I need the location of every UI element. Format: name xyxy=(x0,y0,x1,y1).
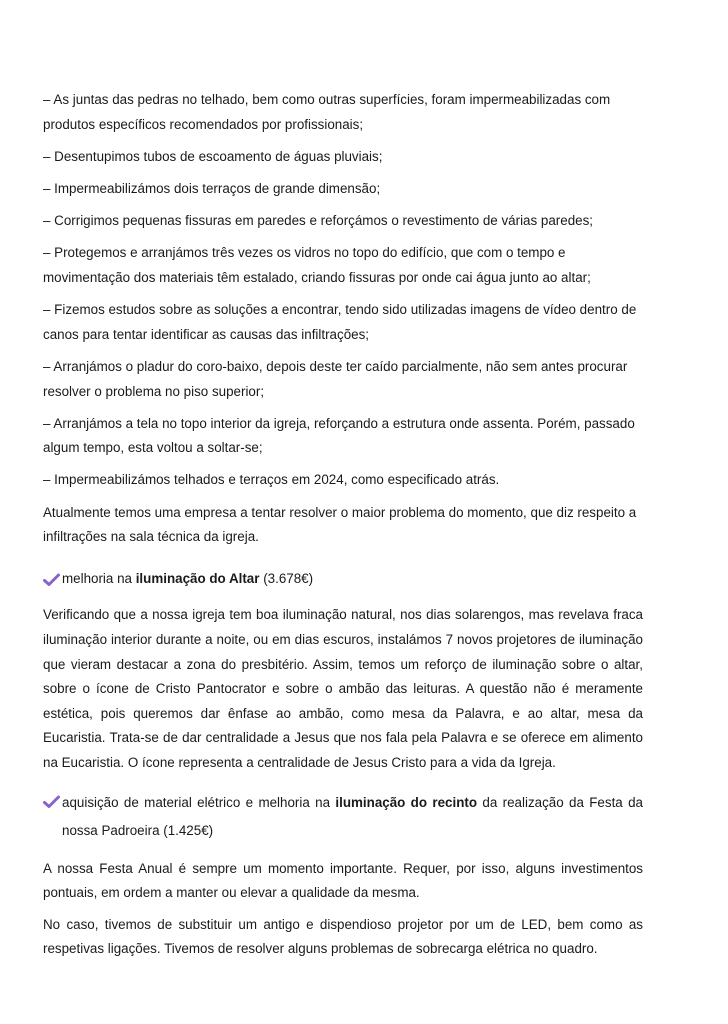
festival-paragraph-2: No caso, tivemos de substituir um antigo e dispendioso projetor por um de LED, bem como as respetivas ligações. Tivemos de resolver alguns problemas de sobrecarga elétrica no quadro. xyxy=(43,916,643,957)
list-item: – Impermeabilizámos dois terraços de grande dimensão; xyxy=(43,180,381,196)
heading-prefix: melhoria na xyxy=(62,570,136,586)
list-item: – As juntas das pedras no telhado, bem como outras superfícies, foram impermeabilizadas com produtos específicos recomendados por profissionais; xyxy=(43,92,611,132)
list-item: – Impermeabilizámos telhados e terraços em 2024, como especificado atrás. xyxy=(43,472,500,488)
list-item: – Corrigimos pequenas fissuras em paredes e reforçámos o revestimento de várias paredes; xyxy=(43,213,594,229)
list-item: – Fizemos estudos sobre as soluções a encontrar, tendo sido utilizadas imagens de vídeo dentro de canos para tentar identificar as causas das infiltrações; xyxy=(43,302,637,342)
festival-paragraph-1: A nossa Festa Anual é sempre um momento importante. Requer, por isso, alguns investimentos pontuais, em ordem a manter ou elevar a qualidade da mesma. xyxy=(43,860,643,901)
document-page xyxy=(43,88,643,969)
altar-lighting-paragraph: Verificando que a nossa igreja tem boa iluminação natural, nos dias solarengos, mas revelava fraca iluminação interior durante a noite, ou em dias escuros, instalámos 7 novos projetores de iluminação que vieram destacar a zona do presbitério. Assim, temos um reforço de iluminação sobre o altar, sobre o ícone de Cristo Pantocrator e sobre o ambão das leituras. A questão não é meramente estética, pois queremos dar ênfase ao ambão, como mesa da Palavra, e ao altar, mesa da Eucaristia. Trata-se de dar centralidade a Jesus que nos fala pela Palavra e se oferece em alimento na Eucaristia. O ícone representa a centralidade de Jesus Cristo para a vida da Igreja. xyxy=(43,607,643,770)
heading-prefix: aquisição de material elétrico e melhoria na xyxy=(62,794,336,810)
list-item: – Protegemos e arranjámos três vezes os vidros no topo do edifício, que com o tempo e movimentação dos materiais têm estalado, criando fissuras por onde cai água junto ao altar; xyxy=(43,245,591,285)
section-heading-altar-lighting xyxy=(43,567,643,592)
check-icon xyxy=(43,573,60,587)
heading-text xyxy=(62,789,643,845)
list-item: – Arranjámos o pladur do coro-baixo, depois deste ter caído parcialmente, não sem antes procurar resolver o problema no piso superior; xyxy=(43,358,628,399)
maintenance-list xyxy=(43,88,643,493)
heading-bold: iluminação do Altar xyxy=(135,570,260,586)
list-item: – Arranjámos a tela no topo interior da igreja, reforçando a estrutura onde assenta. Porém, passado algum tempo, esta voltou a soltar-se; xyxy=(43,415,635,456)
section-heading-festival-lighting xyxy=(43,789,643,845)
intro-paragraph: Atualmente temos uma empresa a tentar resolver o maior problema do momento, que diz respeito a infiltrações na sala técnica da igreja. xyxy=(43,504,637,545)
heading-text xyxy=(62,567,313,592)
heading-suffix: da realização da Festa da nossa Padroeira (1.425€) xyxy=(62,794,643,838)
list-item: – Desentupimos tubos de escoamento de águas pluviais; xyxy=(43,148,383,164)
heading-bold: iluminação do recinto xyxy=(335,794,478,810)
check-icon xyxy=(43,795,60,809)
heading-suffix: (3.678€) xyxy=(259,570,314,586)
